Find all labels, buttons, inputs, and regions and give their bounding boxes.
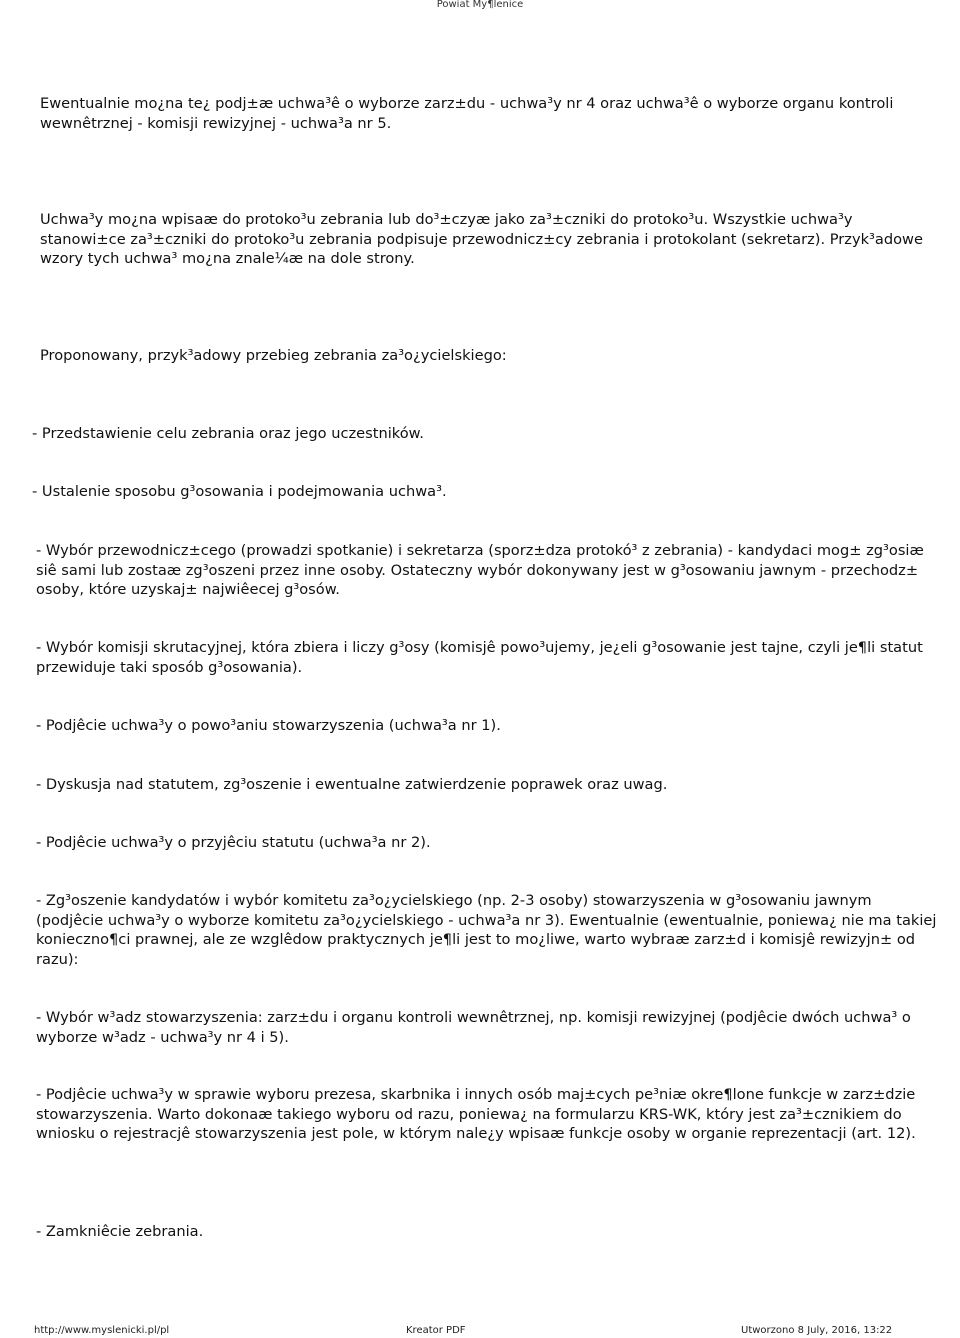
footer-created-date: Utworzono 8 July, 2016, 13:22 — [741, 1325, 893, 1336]
agenda-item-founding-committee: - Zg³oszenie kandydatów i wybór komitetu za³o¿ycielskiego (np. 2-3 osoby) stowarzyszenia w g³osowaniu jawnym (podjêcie uchwa³y o wyborze komitetu za³o¿ycielskiego - uchwa³a nr 3). Ewentualnie (ewentualnie, poniewa¿ nie ma takiej konieczno¶ci prawnej, ale ze wzglêdow praktycznych je¶li jest to mo¿liwe, warto wybraæ zarz±d i komisjê rewizyjn± od razu): — [36, 892, 937, 968]
agenda-item-officers-resolution: - Podjêcie uchwa³y w sprawie wyboru prezesa, skarbnika i innych osób maj±cych pe³niæ okre¶lone funkcje w zarz±dzie stowarzyszenia. Warto dokonaæ takiego wyboru od razu, poniewa¿ na formularzu KRS-WK, który jest za³±cznikiem do wniosku o rejestracjê stowarzyszenia jest pole, w którym nale¿y wpisaæ funkcje osoby w organie reprezentacji (art. 12). — [36, 1086, 916, 1142]
paragraph-resolutions-info: Uchwa³y mo¿na wpisaæ do protoko³u zebrania lub do³±czyæ jako za³±czniki do protoko³u. Wszystkie uchwa³y stanowi±ce za³±czniki do protoko³u zebrania podpisuje przewodnicz±cy zebrania i protokolant (sekretarz). Przyk³adowe wzory tych uchwa³ mo¿na znale¼æ na dole strony. — [40, 211, 923, 267]
agenda-item-voting-method: - Ustalenie sposobu g³osowania i podejmowania uchwa³. — [32, 483, 447, 500]
paragraph-agenda-heading: Proponowany, przyk³adowy przebieg zebrania za³o¿ycielskiego: — [40, 347, 507, 364]
agenda-item-founding-resolution: - Podjêcie uchwa³y o powo³aniu stowarzyszenia (uchwa³a nr 1). — [36, 717, 501, 734]
agenda-item-statute-adoption: - Podjêcie uchwa³y o przyjêciu statutu (uchwa³a nr 2). — [36, 834, 431, 851]
agenda-item-statute-discussion: - Dyskusja nad statutem, zg³oszenie i ewentualne zatwierdzenie poprawek oraz uwag. — [36, 776, 668, 793]
agenda-item-chair-selection: - Wybór przewodnicz±cego (prowadzi spotkanie) i sekretarza (sporz±dza protokó³ z zebrania) - kandydaci mog± zg³osiæ siê sami lub zostaæ zg³oszeni przez inne osoby. Ostateczny wybór dokonywany jest w g³osowaniu jawnym - przechodz± osoby, które uzyskaj± najwiêecej g³osów. — [36, 542, 924, 598]
footer-url: http://www.myslenicki.pl/pl — [34, 1325, 170, 1336]
page-footer — [0, 1325, 960, 1337]
agenda-item-counting-committee: - Wybór komisji skrutacyjnej, która zbiera i liczy g³osy (komisjê powo³ujemy, je¿eli g³osowanie jest tajne, czyli je¶li statut przewiduje taki sposób g³osowania). — [36, 639, 923, 676]
agenda-item-authorities-election: - Wybór w³adz stowarzyszenia: zarz±du i organu kontroli wewnêtrznej, np. komisji rewizyjnej (podjêcie dwóch uchwa³ o wyborze w³adz - uchwa³y nr 4 i 5). — [36, 1009, 911, 1046]
agenda-item-presentation: - Przedstawienie celu zebrania oraz jego uczestników. — [32, 425, 424, 442]
page-header: Powiat My¶lenice — [436, 0, 524, 10]
footer-generator: Kreator PDF — [406, 1325, 466, 1336]
agenda-item-closing: - Zamkniêcie zebrania. — [36, 1223, 204, 1240]
paragraph-elections-note: Ewentualnie mo¿na te¿ podj±æ uchwa³ê o wyborze zarz±du - uchwa³y nr 4 oraz uchwa³ê o wyborze organu kontroli wewnêtrznej - komisji rewizyjnej - uchwa³a nr 5. — [40, 95, 894, 132]
